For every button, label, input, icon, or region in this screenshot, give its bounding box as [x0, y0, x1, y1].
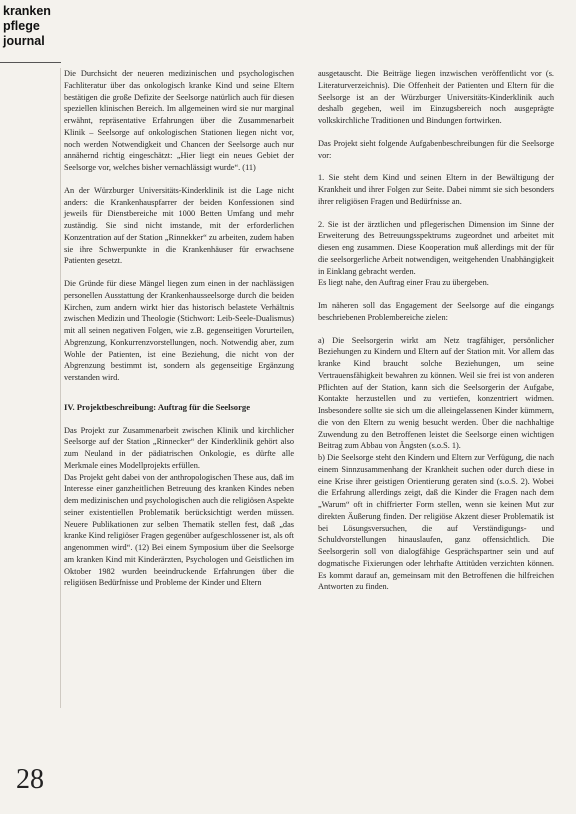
- paragraph: Die Durchsicht der neueren medizinischen und psychologischen Fachliteratur über das onkologisch kranke Kind und seine Eltern bestätigen die große Defizite der Seelsorge natürlich auch für diesen speziellen klinischen Bereich. Im allgemeinen wird sie nur marginal erwähnt, repräsentative Erfahrungen über die Zusammenarbeit Klinik – Seelsorge auf onkologischen Stationen liegen nicht vor, noch werden Notwendigkeit und Chancen der Seelsorge auch nur annähernd richtig eingeschätzt: „Hier liegt ein neues Gebiet der Seelsorge vor, welches bisher vernachlässigt wurde“. (11): [64, 69, 294, 172]
- paragraph: ausgetauscht. Die Beiträge liegen inzwischen veröffentlicht vor (s. Literaturverzeichnis). Die Offenheit der Patienten und Eltern für die Seelsorge ist an der Würzburger Universitäts-Kinderklinik auch deshalb gegeben, weil im Einzugsbereich noch ausgeprägte volkskirchliche Traditionen und Bindungen fortwirken.: [318, 69, 554, 125]
- lettered-item: b) Die Seelsorge steht den Kindern und Eltern zur Verfügung, die nach einem Sinnzusammenhang der Krankheit suchen oder durch diese in eine Krise ihrer geistigen Orientierung geraten sind (s.o.S. 2). Wobei die Erfahrung allerdings zeigt, daß die Kinder die Fragen nach dem „Warum“ oft in chiffrierter Form stellen, wenn sie keinen Mut zur direkten Äußerung finden. Der religiöse Akzent dieser Problematik ist bei Lösungsversuchen, die auf Verständigungs- und Schuldvorstellungen hinauslaufen, ganz offensichtlich. Die Seelsorgerin soll von dialogfähige Gesprächspartner sein und auf dogmatische Fixierungen oder lehrhafte Attitüden verzichten können. Es kommt darauf an, gemeinsam mit den Betroffenen die hilfreichen Antworten zu finden.: [318, 453, 554, 592]
- paragraph: Das Projekt geht dabei von der anthropologischen These aus, daß im Interesse einer ganzheitlichen Betreuung des kranken Kindes neben dem medizinischen und psychologischen auch die religiösen Aspekte seiner existentiellen Problematik berücksichtigt werden müssen. Neuere Publikationen zur selben Thematik stellen fest, daß „das kranke Kind religiöser Fragen gegenüber aufgeschlossener ist, als oft angenommen wird“. (12) Bei einem Symposium über die Seelsorge am kranken Kind mit Kinderärzten, Psychologen und Geistlichen im Oktober 1982 wurden beeindruckende Erfahrungen über die religiösen Bedürfnisse und Probleme der Kinder und Eltern: [64, 472, 294, 588]
- paragraph: Im näheren soll das Engagement der Seelsorge auf die eingangs beschriebenen Problembereiche zielen:: [318, 301, 554, 322]
- paragraph: Das Projekt sieht folgende Aufgabenbeschreibungen für die Seelsorge vor:: [318, 138, 554, 160]
- lettered-item: a) Die Seelsorgerin wirkt am Netz tragfähiger, persönlicher Beziehungen zu Kindern und Eltern auf der Station mit. Vor allem das kranke Kind braucht solche Beziehungen, um seine Vertrauensfähigkeit bewahren zu können. Weil sie frei ist von anderen Pflichten auf der Station, kann sich die Seelsorgerin der Aufgabe, Kontakte herzustellen und zu vertiefen, konzentriert widmen. Insbesondere sollte sie sich um die alleingelassenen Kinder kümmern, die von den Eltern zu wenig besucht werden. Über die nachhaltige Zuwendung zu den Betroffenen leistet die Seelsorge einen wichtigen Beitrag zum Abbau von Ängsten (s.o.S. 1).: [318, 335, 554, 451]
- left-column: [64, 68, 294, 600]
- section-heading: IV. Projektbeschreibung: Auftrag für die Seelsorge: [64, 401, 251, 412]
- page-number: 28: [16, 764, 44, 795]
- numbered-item: 1. Sie steht dem Kind und seinen Eltern in der Bewältigung der Krankheit und ihrer Folgen zur Seite. Dabei nimmt sie sich besonders ihrer religiösen Fragen und Bedürfnisse an.: [318, 173, 554, 206]
- masthead-rule: [0, 62, 61, 63]
- masthead-line-1: kranken: [3, 4, 51, 18]
- paragraph: An der Würzburger Universitäts-Kinderklinik ist die Lage nicht anders: die Krankenhauspfarrer der beiden Konfessionen sind jeweils für Dienstbereiche mit 1000 Betten Umfang und mehr zuständig. Sie sind nicht imstande, mit der erforderlichen Konzentration auf der Station „Rinnekker“ zu arbeiten, zudem haben sie ihre Schwerpunkte in die Krankenhäuser für erwachsene Patienten gesetzt.: [64, 185, 294, 266]
- masthead-line-3: journal: [3, 34, 45, 48]
- paragraph: Das Projekt zur Zusammenarbeit zwischen Klinik und kirchlicher Seelsorge auf der Station „Rinnecker“ der Kinderklinik gehört also zum Neuland in der pädiatrischen Onkologie, es dürfte alle Merkmale eines Modellprojekts erfüllen.: [64, 425, 294, 470]
- journal-masthead: [3, 4, 61, 49]
- column-gutter-line: [60, 68, 61, 708]
- masthead-line-2: pflege: [3, 19, 40, 33]
- right-column: [318, 68, 554, 604]
- paragraph: Die Gründe für diese Mängel liegen zum einen in der nachlässigen personellen Ausstattung der Krankenhausseelsorge durch die beiden Kirchen, zum andern wirkt hier das historisch belastete Verhältnis zwischen Medizin und Theologie (Stichwort: Leib-Seele-Dualismus) mit all seinen negativen Folgen, wie z.B. gegenseitigen Vorurteilen, Abgrenzung, Konkurrenzvorstellungen, noch. Notwendig aber, zum Wohle der Patienten, ist eine Beziehung, die nicht von der Abgrenzung bestimmt ist, sondern als gegenseitige Ergänzung verstanden wird.: [64, 279, 294, 382]
- numbered-item: 2. Sie ist der ärztlichen und pflegerischen Dimension im Sinne der Erweiterung des Betreuungsspektrums zugeordnet und arbeitet mit diesen eng zusammen. Diese Kooperation muß allerdings mit der für die seelsorgerliche Arbeit notwendigen, weitgehenden Unabhängigkeit in Einklang gebracht werden.: [318, 219, 554, 276]
- paragraph: Es liegt nahe, den Auftrag einer Frau zu übergeben.: [318, 278, 489, 288]
